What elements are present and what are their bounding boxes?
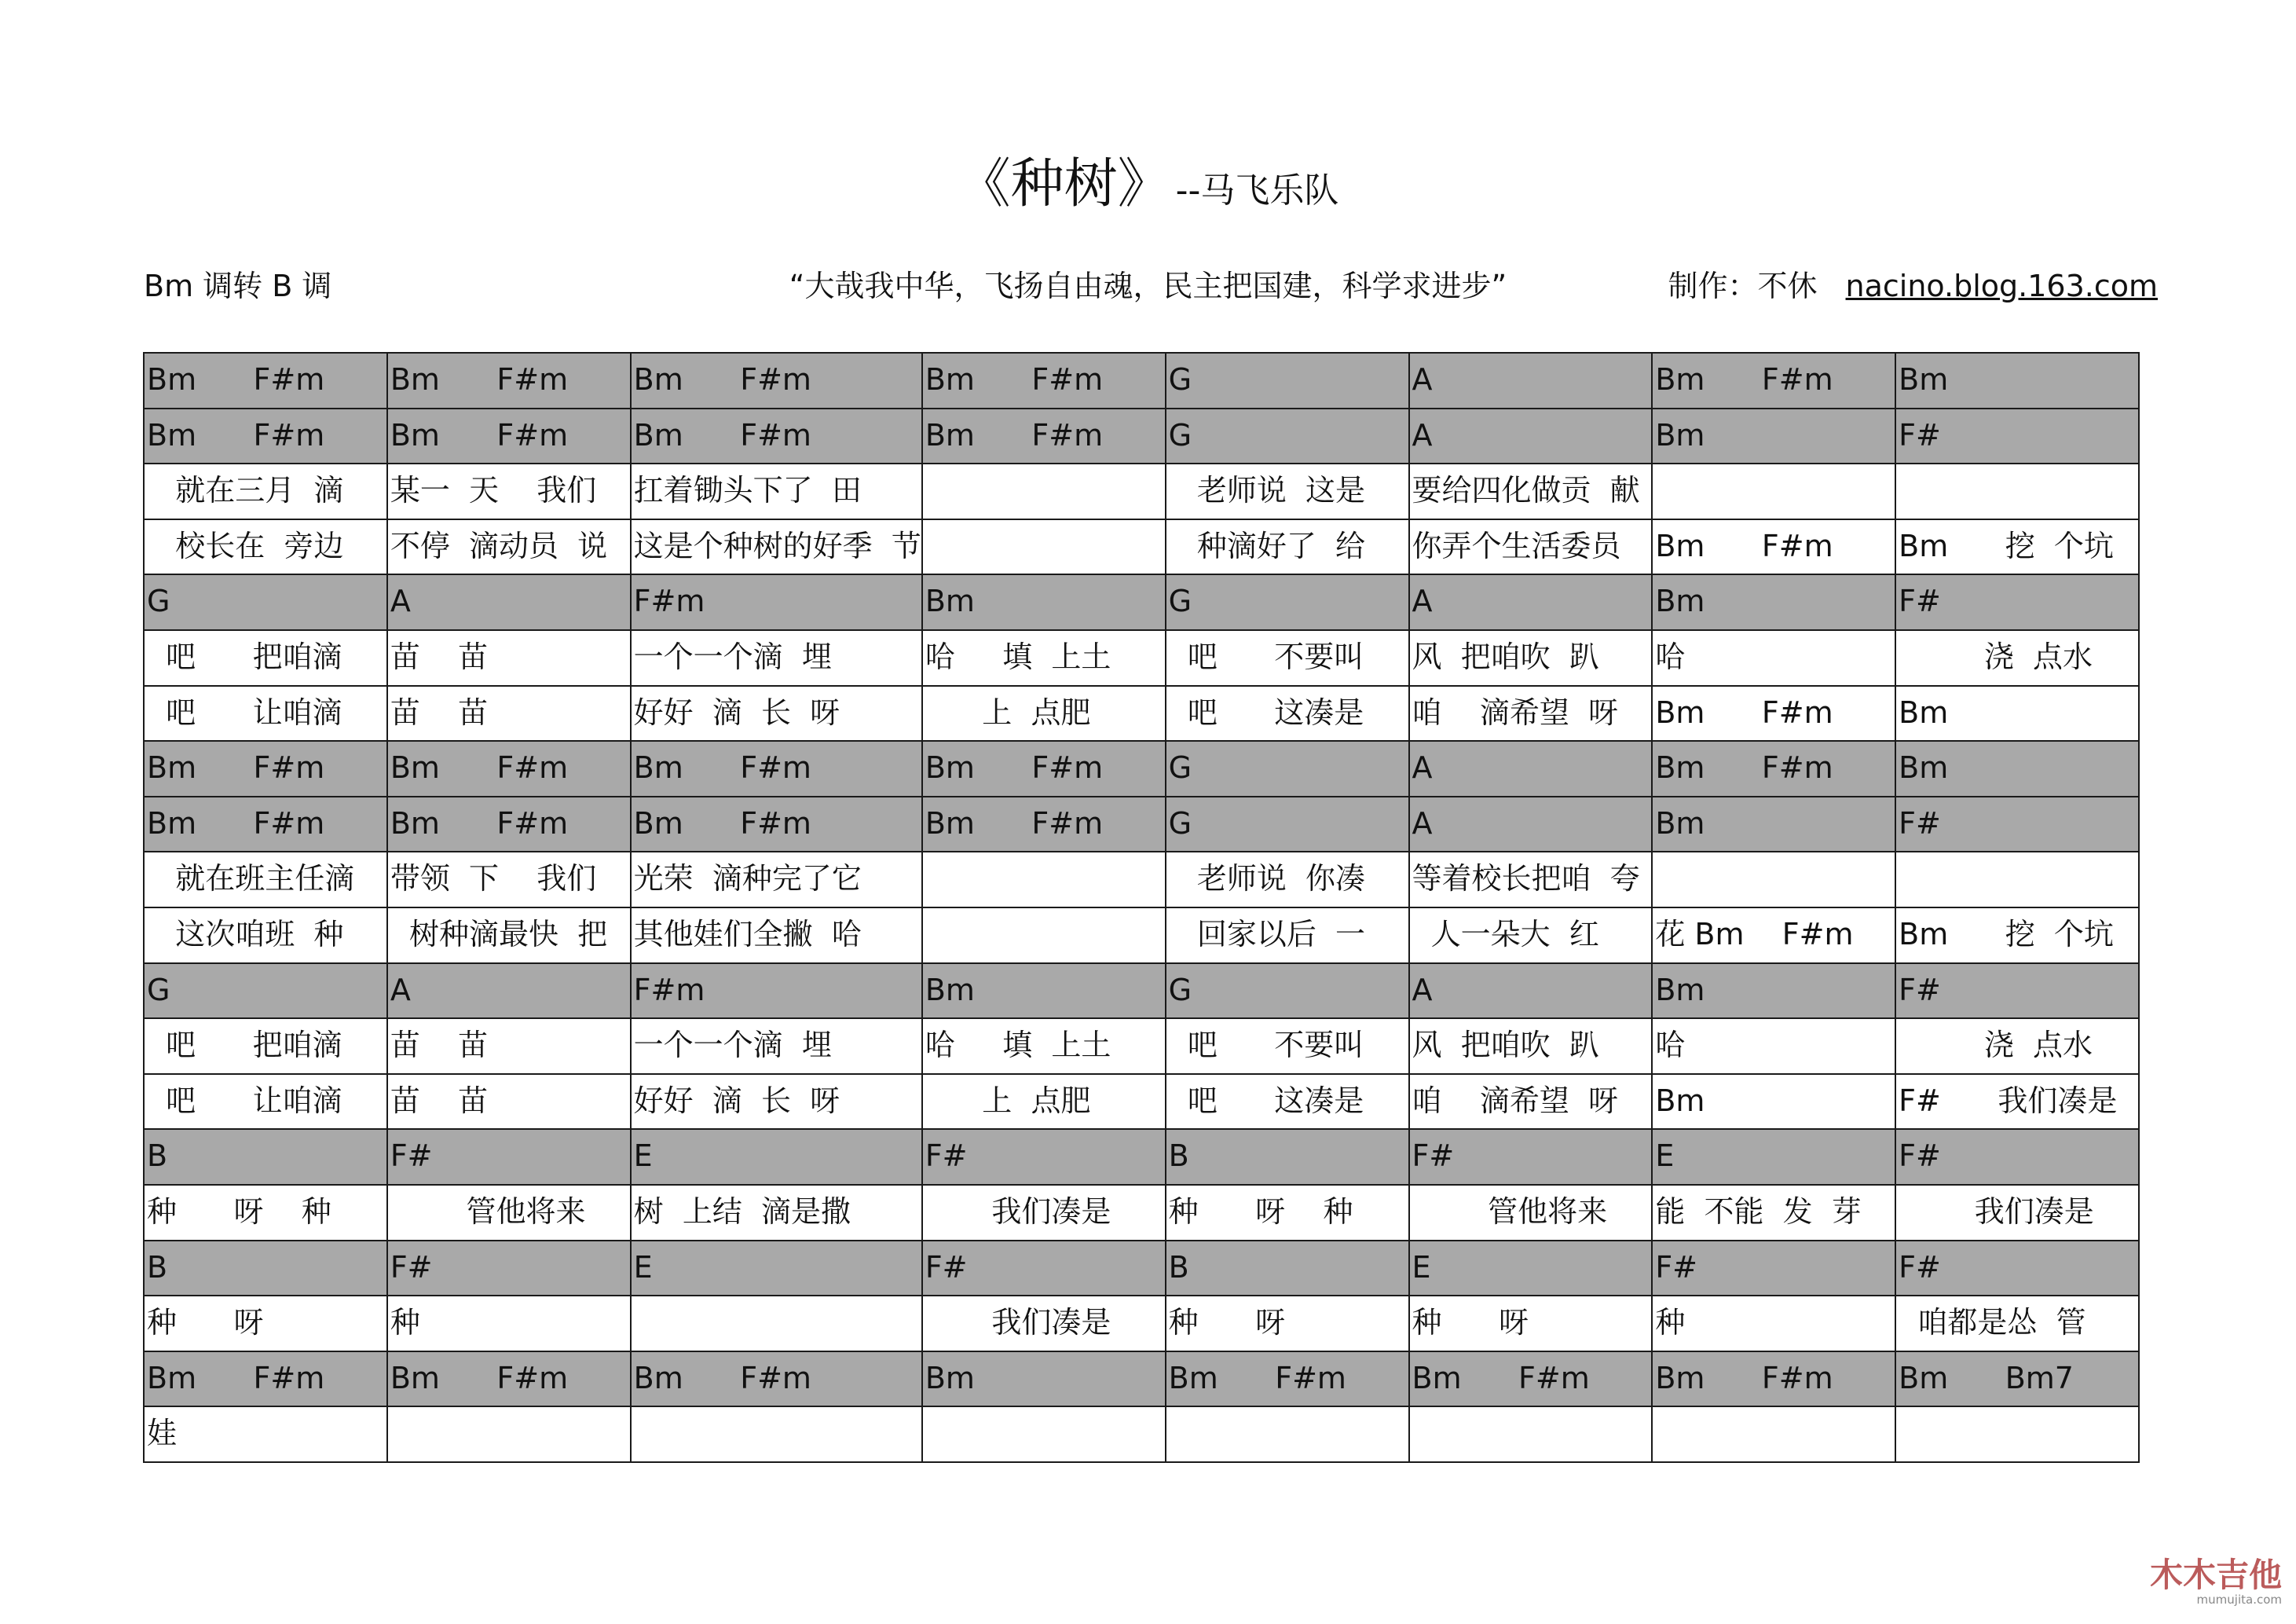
chord-cell: Bm F#m [632, 797, 923, 853]
chord-cell: Bm [1653, 575, 1896, 631]
chord-cell: B [145, 1130, 388, 1186]
lyric-cell: 上 点肥 [923, 687, 1166, 742]
chord-cell: F# [1896, 1241, 2140, 1297]
chord-cell: A [1410, 409, 1653, 465]
chord-cell: A [388, 575, 632, 631]
chord-cell: B [145, 1241, 388, 1297]
lyric-cell [923, 520, 1166, 576]
watermark-logo [2150, 1558, 2282, 1607]
lyric-cell [923, 852, 1166, 908]
lyric-cell: 校长在 旁边 [145, 520, 388, 576]
site-link[interactable]: nacino.blog.163.com [1845, 269, 2158, 303]
lyric-cell: 我们凑是 [923, 1296, 1166, 1352]
lyric-cell: Bm 挖 个坑 [1896, 520, 2140, 576]
lyric-cell: 管他将来 [388, 1186, 632, 1241]
lyric-cell: 咱 滴希望 呀 [1410, 687, 1653, 742]
chord-cell: F# [1896, 797, 2140, 853]
chord-cell: F# [1896, 575, 2140, 631]
chord-cell: Bm F#m [1653, 1352, 1896, 1408]
lyric-cell: 种 呀 种 [145, 1186, 388, 1241]
lyric-cell: 浇 点水 [1896, 631, 2140, 687]
chord-cell: Bm F#m [923, 354, 1166, 409]
chord-cell: B [1166, 1241, 1410, 1297]
lyric-cell: 等着校长把咱 夸 [1410, 852, 1653, 908]
lyric-cell: 吧 让咱滴 [145, 1075, 388, 1131]
chord-cell: Bm F#m [145, 409, 388, 465]
lyric-cell: 要给四化做贡 献 [1410, 464, 1653, 520]
lyric-cell: Bm F#m [1653, 687, 1896, 742]
chord-cell: F#m [632, 575, 923, 631]
lyric-cell: 老师说 你凑 [1166, 852, 1410, 908]
lyric-cell: 种 呀 [1410, 1296, 1653, 1352]
lyric-cell: 好好 滴 长 呀 [632, 687, 923, 742]
lyric-cell: 苗 苗 [388, 1019, 632, 1075]
lyric-cell [388, 1407, 632, 1463]
lyric-cell: 风 把咱吹 趴 [1410, 631, 1653, 687]
lyric-cell: 种 [388, 1296, 632, 1352]
lyric-cell: 娃 [145, 1407, 388, 1463]
chord-cell: G [1166, 354, 1410, 409]
song-title: 《种树》 [957, 153, 1171, 215]
chord-cell: Bm F#m [632, 409, 923, 465]
chord-cell: Bm F#m [145, 797, 388, 853]
key-info: Bm 调转 B 调 [144, 269, 332, 303]
lyric-cell: Bm [1896, 687, 2140, 742]
chord-cell: Bm F#m [145, 1352, 388, 1408]
lyric-cell: 光荣 滴种完了它 [632, 852, 923, 908]
chord-cell: G [1166, 575, 1410, 631]
lyric-cell: 种滴好了 给 [1166, 520, 1410, 576]
lyric-cell: 我们凑是 [923, 1186, 1166, 1241]
lyric-cell [923, 464, 1166, 520]
song-title-line [0, 149, 2296, 226]
lyric-cell: 不停 滴动员 说 [388, 520, 632, 576]
chord-cell: Bm F#m [145, 354, 388, 409]
chord-cell: B [1166, 1130, 1410, 1186]
chord-cell: Bm F#m [388, 797, 632, 853]
lyric-cell: 树 上结 滴是撒 [632, 1186, 923, 1241]
chord-cell: F# [1410, 1130, 1653, 1186]
lyric-cell [1896, 1407, 2140, 1463]
lyric-cell: 其他娃们全撇 哈 [632, 908, 923, 964]
chord-cell: Bm F#m [923, 797, 1166, 853]
chord-cell: A [1410, 964, 1653, 1020]
lyric-cell: 这次咱班 种 [145, 908, 388, 964]
lyric-cell: 哈 填 上土 [923, 1019, 1166, 1075]
chord-cell: G [1166, 742, 1410, 797]
lyric-cell: 吧 不要叫 [1166, 631, 1410, 687]
watermark-url: mumujita.com [2196, 1593, 2282, 1607]
chord-cell: E [632, 1130, 923, 1186]
lyric-cell [923, 908, 1166, 964]
chord-cell: Bm F#m [1166, 1352, 1410, 1408]
chord-cell: E [632, 1241, 923, 1297]
chord-cell: Bm F#m [1653, 354, 1896, 409]
lyric-cell: 咱 滴希望 呀 [1410, 1075, 1653, 1131]
chord-cell: F# [1896, 409, 2140, 465]
chord-cell: G [145, 575, 388, 631]
chord-cell: Bm [1653, 964, 1896, 1020]
chord-cell: Bm [1896, 742, 2140, 797]
watermark-text: 木木吉他 [2149, 1556, 2282, 1594]
lyric-cell: 就在三月 滴 [145, 464, 388, 520]
lyric-cell: Bm 挖 个坑 [1896, 908, 2140, 964]
lyric-cell [1410, 1407, 1653, 1463]
chord-cell: Bm F#m [388, 1352, 632, 1408]
chord-cell: G [1166, 964, 1410, 1020]
lyric-cell: 某一 天 我们 [388, 464, 632, 520]
chord-cell: Bm F#m [632, 742, 923, 797]
chord-cell: Bm Bm7 [1896, 1352, 2140, 1408]
lyric-cell: 吧 把咱滴 [145, 631, 388, 687]
lyric-cell: 这是个种树的好季 节 [632, 520, 923, 576]
chord-cell: Bm F#m [388, 354, 632, 409]
lyric-cell: 人一朵大 红 [1410, 908, 1653, 964]
lyric-cell [1653, 464, 1896, 520]
lyric-cell: 种 呀 [1166, 1296, 1410, 1352]
chord-cell: F# [388, 1130, 632, 1186]
lyric-cell [1653, 852, 1896, 908]
lyric-cell: 吧 这凑是 [1166, 687, 1410, 742]
chord-cell: A [1410, 797, 1653, 853]
chord-cell: A [1410, 575, 1653, 631]
lyric-cell: 种 呀 [145, 1296, 388, 1352]
lyric-cell: 带领 下 我们 [388, 852, 632, 908]
chord-cell: Bm [1653, 797, 1896, 853]
chord-cell: F# [923, 1130, 1166, 1186]
lyric-cell: 花 Bm F#m [1653, 908, 1896, 964]
lyric-cell: 哈 [1653, 631, 1896, 687]
lyric-cell: F# 我们凑是 [1896, 1075, 2140, 1131]
lyric-cell: 浇 点水 [1896, 1019, 2140, 1075]
credit: 制作：不休 [1668, 269, 1818, 303]
lyric-cell: 老师说 这是 [1166, 464, 1410, 520]
lyric-cell: 能 不能 发 芽 [1653, 1186, 1896, 1241]
lyric-cell [632, 1296, 923, 1352]
chord-cell: Bm [923, 964, 1166, 1020]
lyric-cell: 吧 让咱滴 [145, 687, 388, 742]
chord-cell: Bm F#m [1653, 742, 1896, 797]
lyric-cell: 一个一个滴 埋 [632, 631, 923, 687]
lyric-cell: 吧 这凑是 [1166, 1075, 1410, 1131]
lyric-cell: 咱都是怂 管 [1896, 1296, 2140, 1352]
chord-cell: A [388, 964, 632, 1020]
chord-cell: G [1166, 797, 1410, 853]
song-artist: --马飞乐队 [1175, 170, 1339, 211]
lyric-cell: 吧 把咱滴 [145, 1019, 388, 1075]
lyric-cell: 哈 [1653, 1019, 1896, 1075]
chord-cell: Bm [1653, 409, 1896, 465]
chord-cell: A [1410, 742, 1653, 797]
chord-cell: G [1166, 409, 1410, 465]
lyric-cell: 回家以后 一 [1166, 908, 1410, 964]
lyric-cell: Bm F#m [1653, 520, 1896, 576]
lyric-cell: 好好 滴 长 呀 [632, 1075, 923, 1131]
lyric-cell: 吧 不要叫 [1166, 1019, 1410, 1075]
lyric-cell [1896, 852, 2140, 908]
lyric-cell: 扛着锄头下了 田 [632, 464, 923, 520]
lyric-cell: 哈 填 上土 [923, 631, 1166, 687]
lyric-cell [632, 1407, 923, 1463]
chord-cell: Bm F#m [145, 742, 388, 797]
chord-cell: F# [923, 1241, 1166, 1297]
chord-cell: Bm F#m [1410, 1352, 1653, 1408]
lyric-cell: 苗 苗 [388, 687, 632, 742]
chord-cell: Bm [923, 1352, 1166, 1408]
lyric-cell: 就在班主任滴 [145, 852, 388, 908]
chord-cell: E [1410, 1241, 1653, 1297]
chord-cell: A [1410, 354, 1653, 409]
chord-cell: Bm [923, 575, 1166, 631]
lyric-cell: 我们凑是 [1896, 1186, 2140, 1241]
chord-cell: F# [1896, 964, 2140, 1020]
lyric-cell: 上 点肥 [923, 1075, 1166, 1131]
chord-cell: Bm F#m [923, 742, 1166, 797]
chord-cell: F# [1896, 1130, 2140, 1186]
chord-cell: Bm F#m [388, 409, 632, 465]
slogan: “大哉我中华，飞扬自由魂，民主把国建，科学求进步” [789, 269, 1507, 303]
lyric-cell: 种 [1653, 1296, 1896, 1352]
lyric-cell [923, 1407, 1166, 1463]
chord-sheet-grid [143, 352, 2140, 1463]
lyric-cell: 一个一个滴 埋 [632, 1019, 923, 1075]
chord-cell: F# [388, 1241, 632, 1297]
chord-cell: E [1653, 1130, 1896, 1186]
lyric-cell: 树种滴最快 把 [388, 908, 632, 964]
chord-cell: Bm F#m [923, 409, 1166, 465]
lyric-cell: 风 把咱吹 趴 [1410, 1019, 1653, 1075]
chord-cell: G [145, 964, 388, 1020]
lyric-cell: Bm [1653, 1075, 1896, 1131]
credit-line [1668, 262, 2158, 310]
chord-cell: F#m [632, 964, 923, 1020]
lyric-cell [1166, 1407, 1410, 1463]
chord-cell: Bm [1896, 354, 2140, 409]
lyric-cell: 管他将来 [1410, 1186, 1653, 1241]
lyric-cell [1653, 1407, 1896, 1463]
chord-cell: Bm F#m [388, 742, 632, 797]
lyric-cell: 苗 苗 [388, 1075, 632, 1131]
lyric-cell: 你弄个生活委员 [1410, 520, 1653, 576]
lyric-cell: 种 呀 种 [1166, 1186, 1410, 1241]
chord-cell: F# [1653, 1241, 1896, 1297]
chord-cell: Bm F#m [632, 354, 923, 409]
lyric-cell [1896, 464, 2140, 520]
chord-cell: Bm F#m [632, 1352, 923, 1408]
lyric-cell: 苗 苗 [388, 631, 632, 687]
